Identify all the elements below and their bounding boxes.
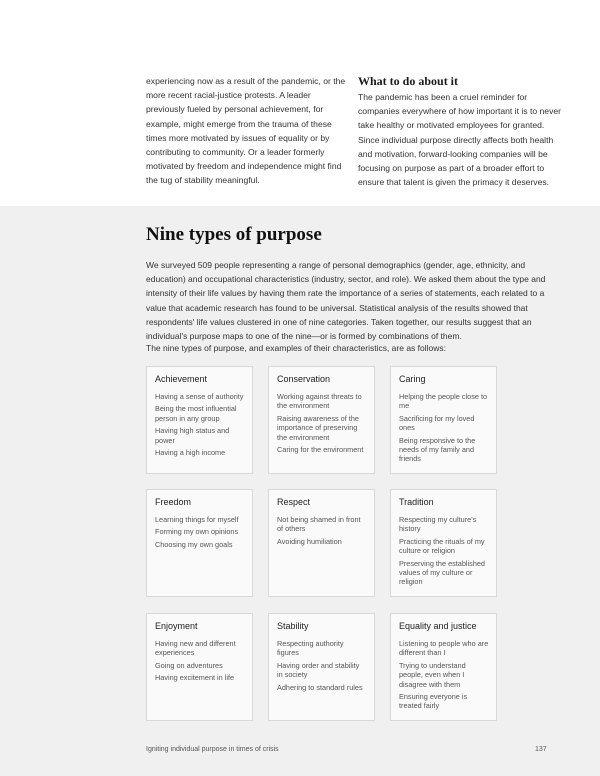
card-item: Working against threats to the environment: [277, 392, 362, 411]
card-tradition: [390, 489, 497, 597]
card-title: Achievement: [155, 374, 208, 384]
body-paragraph-left: experiencing now as a result of the pandemic, or the more recent racial-justice protests. A leader previously fueled by personal achievement, for example, might emerge from the trauma of these times more motivated by issues of equality or by contributing to community. Or a leader formerly motivated by freedom and independence might find the tug of stability meaningful.: [146, 76, 346, 186]
card-caring: [390, 366, 497, 474]
footer-title: Igniting individual purpose in times of crisis: [146, 746, 279, 753]
what-to-do-paragraph: The pandemic has been a cruel reminder for companies everywhere of how important it is to never take healthy or motivated employees for granted. Since individual purpose directly affects both health and motivation, forward-looking companies will be focusing on purpose as part of a broader effort to ensure that talent is given the primacy it deserves.: [358, 92, 562, 188]
card-item: Having excitement in life: [155, 673, 235, 683]
card-item: Having a high income: [155, 448, 226, 458]
card-title: Tradition: [399, 497, 434, 507]
section-intro: We surveyed 509 people representing a range of personal demographics (gender, age, ethnicity, and education) and occupational characteristics (industry, sector, and role). We asked them about the type and intensity of their life values by having them rate the importance of a series of statements, each related to a value that academic research has found to be universal. Statistical analysis of the results showed that respondents' life values clustered in one of nine categories. Taken together, our results suggest that an individual's purpose maps to one of the nine—or is formed by combinations of them.: [146, 260, 546, 342]
card-item: Having order and stability in society: [277, 660, 360, 680]
card-item: Caring for the environment: [277, 445, 364, 455]
card-item: Learning things for myself: [155, 515, 239, 524]
card-freedom: [146, 489, 253, 597]
card-equality-and-justice: [390, 613, 497, 721]
card-item: Choosing my own goals: [155, 539, 233, 549]
card-item: Ensuring everyone is treated fairly: [399, 692, 468, 711]
card-title: Respect: [277, 497, 311, 507]
card-item: Not being shamed in front of others: [277, 515, 361, 534]
card-item: Adhering to standard rules: [277, 682, 363, 692]
card-item: Trying to understand people, even when I disagree with them: [399, 660, 466, 689]
card-item: Sacrificing for my loved ones: [399, 413, 475, 433]
card-title: Caring: [399, 374, 426, 384]
card-stability: [268, 613, 375, 721]
card-item: Preserving the established values of my culture or religion: [399, 558, 485, 587]
card-title: Enjoyment: [155, 621, 198, 631]
card-title: Conservation: [277, 374, 331, 384]
card-title: Equality and justice: [399, 621, 477, 631]
top-section: [0, 0, 600, 206]
section-title: Nine types of purpose: [146, 224, 322, 245]
card-item: Being the most influential person in any group: [155, 404, 237, 423]
card-conservation: [268, 366, 375, 474]
card-item: Helping the people close to me: [399, 392, 488, 411]
card-item: Being responsive to the needs of my family and friends: [399, 435, 476, 464]
card-title: Freedom: [155, 497, 192, 507]
what-to-do-heading: What to do about it: [358, 74, 459, 88]
card-title: Stability: [277, 621, 309, 631]
card-achievement: [146, 366, 253, 474]
card-item: Respecting my culture's history: [399, 515, 477, 534]
card-item: Avoiding humiliation: [277, 536, 342, 546]
card-item: Practicing the rituals of my culture or religion: [399, 536, 485, 556]
card-item: Forming my own opinions: [155, 527, 239, 537]
card-item: Having a sense of authority: [155, 392, 244, 401]
card-item: Listening to people who are different than I: [399, 639, 489, 658]
section-lead: The nine types of purpose, and examples of their characteristics, are as follows:: [146, 343, 447, 353]
card-item: Respecting authority figures: [277, 639, 344, 658]
card-enjoyment: [146, 613, 253, 721]
page-number: 137: [535, 746, 547, 753]
card-respect: [268, 489, 375, 597]
card-item: Having high status and power: [155, 426, 230, 445]
card-item: Going on adventures: [155, 660, 223, 670]
card-item: Raising awareness of the importance of preserving the environment: [277, 413, 359, 442]
what-to-do-column: [358, 74, 568, 189]
card-item: Having new and different experiences: [155, 639, 236, 658]
